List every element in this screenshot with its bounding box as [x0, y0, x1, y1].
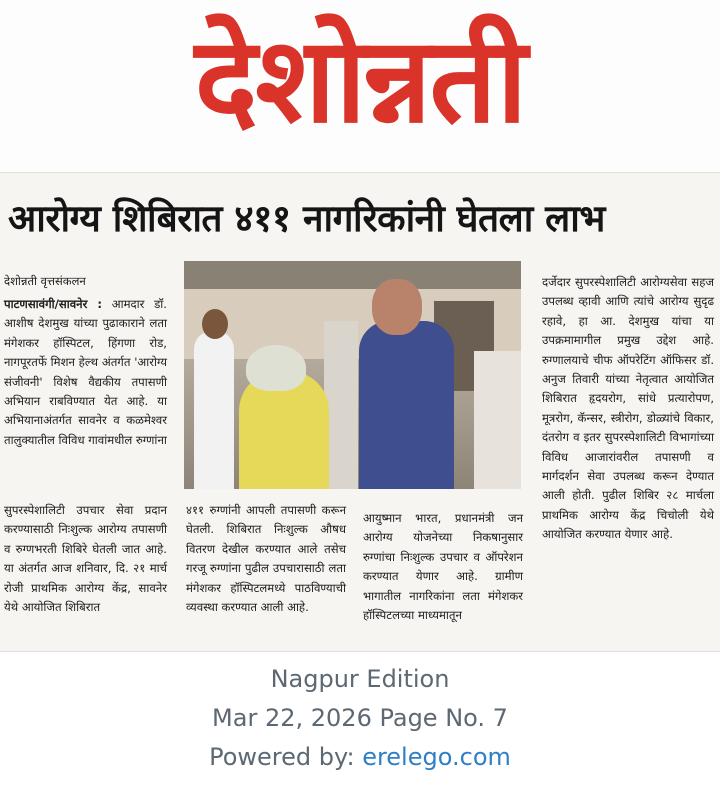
article-dateline: पाटणसावंगी/सावनेर : — [4, 297, 103, 311]
article-column-2: ४११ रुग्णांनी आपली तपासणी करून घेतली. शिबिरात निःशुल्क औषध वितरण देखील करण्यात आले तसेच गरजू रुग्णांना पुढील उपचारासाठी लता मंगेशकर हॉस्पिटलमध्ये पाठविण्याची व्यवस्था करण्यात आली आहे. — [186, 503, 346, 615]
article-column-1-lower: सुपरस्पेशालिटी उपचार सेवा प्रदान करण्यासाठी निःशुल्क आरोग्य तपासणी व रुग्णभरती शिबिरे घेतली जात आहे. या अंतर्गत आज शनिवार, दि. २१ मार्च रोजी प्राथमिक आरोग्य केंद्र, सावनेर येथे आयोजित शिबिरात — [4, 503, 167, 615]
edition-date-page: Mar 22, 2026 Page No. 7 — [212, 704, 508, 732]
powered-by — [0, 738, 720, 777]
article-column-3: आयुष्मान भारत, प्रधानमंत्री जन आरोग्य योजनेच्या निकषानुसार रुग्णांचा निःशुल्क उपचार व ऑपरेशन करण्यात येणार आहे. ग्रामीण भागातील नागरिकांना लता मंगेशकर हॉस्पिटलच्या माध्यमातून — [363, 511, 523, 623]
erelego-link[interactable]: erelego.com — [362, 743, 511, 771]
edition-name: Nagpur Edition — [270, 665, 450, 693]
masthead — [0, 0, 720, 172]
article-column-1 — [4, 295, 167, 450]
article-headline: आरोग्य शिबिरात ४११ नागरिकांनी घेतला लाभ — [8, 197, 605, 240]
edition-footer — [0, 660, 720, 777]
powered-by-label: Powered by: — [209, 743, 363, 771]
article-byline: देशोन्नती वृत्तसंकलन — [4, 274, 86, 288]
article-photo — [184, 261, 521, 489]
news-clipping — [0, 172, 720, 652]
newspaper-logo: देशोन्नती — [194, 11, 526, 149]
article-column-4: दर्जेदार सुपरस्पेशालिटी आरोग्यसेवा सहज उपलब्ध व्हावी आणि त्यांचे आरोग्य सुदृढ रहावे, हा आ. देशमुख यांचा या उपक्रमामागील प्रमुख उद्देश आहे. रुग्णालयाचे चीफ ऑपरेटिंग ऑफिसर डॉ. अनुज तिवारी यांच्या नेतृत्वात आयोजित शिबिरात हृदयरोग, सांधे प्रत्यारोपण, मूत्ररोग, कॅन्सर, स्त्रीरोग, डोळ्यांचे विकार, दंतरोग व इतर सुपरस्पेशालिटी विभागांच्या विविध आजारांवरील तपासणी व मार्गदर्शन सेवा उपलब्ध करून देण्यात आली होती. पुढील शिबिर २८ मार्चला प्राथमिक आरोग्य केंद्र चिचोली येथे आयोजित करण्यात येणार आहे. — [542, 275, 714, 542]
article-column-1-text: आमदार डॉ. आशीष देशमुख यांच्या पुढाकाराने लता मंगेशकर हॉस्पिटल, हिंगणा रोड, नागपूरतर्फे मिशन हेल्थ अंतर्गत 'आरोग्य संजीवनी' विशेष वैद्यकीय तपासणी अभियान राबविण्यात येत आहे. या अभियानाअंतर्गत सावनेर व कळमेश्वर तालुक्यातील विविध गावांमधील रुग्णांना — [4, 297, 167, 447]
